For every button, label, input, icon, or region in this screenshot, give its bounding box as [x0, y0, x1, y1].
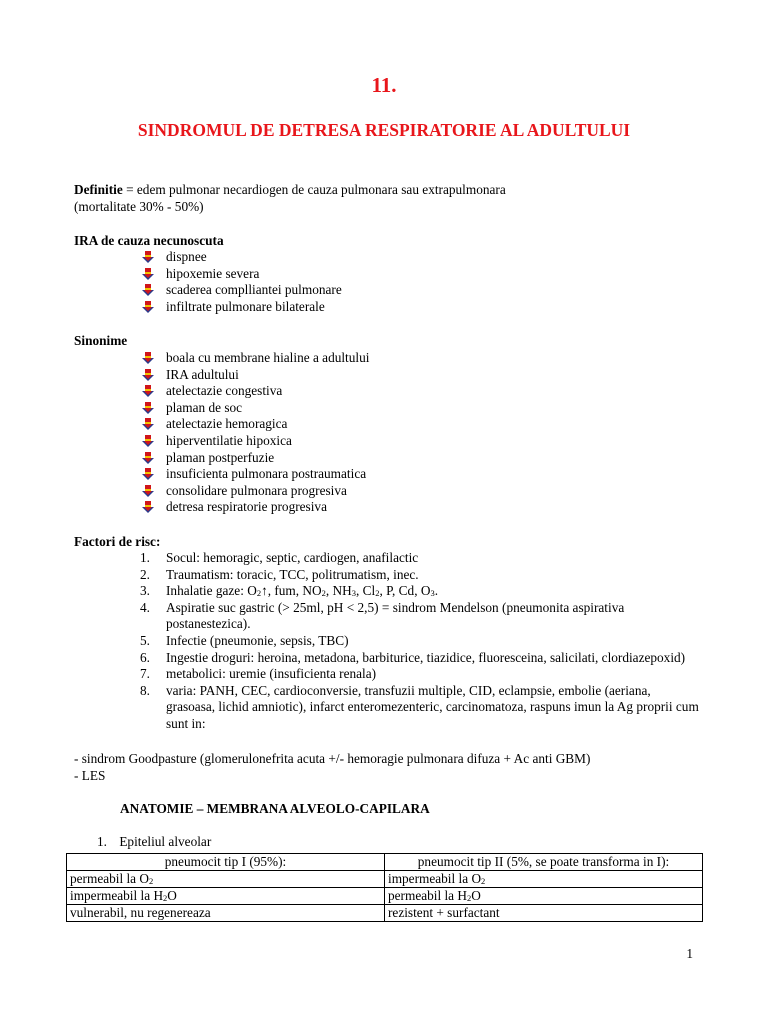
table-cell: permeabil la $O_2$ [67, 871, 385, 888]
arrow-bullet-icon [142, 452, 154, 464]
definition-line [74, 182, 506, 199]
arrow-bullet-icon [142, 501, 154, 513]
list-item [142, 266, 342, 283]
list-item [142, 350, 369, 367]
arrow-bullet-icon [142, 251, 154, 263]
synonyms-heading: Sinonime [74, 333, 128, 348]
list-item-number: 6. [140, 649, 150, 665]
table-row [67, 888, 703, 905]
list-item-text: varia: PANH, CEC, cardioconversie, transfuzii multiple, CID, eclampsie, embolie (aeriana, grasoasa, lichid amniotic), infarct enteromezenteric, carcinomatoza, raspuns imun la Ag proprii cum sunt in: [166, 682, 699, 731]
pneumocyte-table [66, 853, 703, 922]
arrow-bullet-icon [142, 418, 154, 430]
list-item [140, 633, 700, 650]
synonyms-list [142, 350, 369, 516]
list-item [142, 249, 342, 266]
list-item-text: scaderea complliantei pulmonare [166, 282, 342, 298]
anatomy-subheading-text: Epiteliul alveolar [119, 834, 212, 849]
arrow-bullet-icon [142, 301, 154, 313]
page-title: SINDROMUL DE DETRESA RESPIRATORIE AL ADULTULUI [137, 120, 631, 140]
list-item-text: IRA adultului [166, 366, 239, 382]
table-row [67, 871, 703, 888]
table-row [67, 905, 703, 922]
list-item [142, 367, 369, 384]
table-header-row [67, 854, 703, 871]
list-item [140, 600, 700, 633]
arrow-bullet-icon [142, 369, 154, 381]
list-item-number: 1. [140, 550, 150, 565]
list-item [140, 583, 700, 600]
list-item [140, 650, 700, 667]
arrow-bullet-icon [142, 468, 154, 480]
list-item-text: metabolici: uremie (insuficienta renala) [166, 666, 377, 682]
list-item [142, 282, 342, 299]
definition-mortality: (mortalitate 30% - 50%) [74, 199, 204, 214]
list-item-text: hipoxemie severa [166, 265, 260, 281]
list-item [142, 450, 369, 467]
arrow-bullet-icon [142, 385, 154, 397]
list-item-number: 7. [140, 666, 150, 682]
chapter-number: 11. [371, 73, 397, 97]
arrow-bullet-icon [142, 435, 154, 447]
list-item-text: Inhalatie gaze: $O_2↑$, fum, $NO_2$, $NH_3$, $Cl_2$, P, Cd, $O_3$. [166, 583, 439, 599]
list-item-number: 2. [140, 566, 150, 582]
arrow-bullet-icon [142, 402, 154, 414]
list-item [142, 483, 369, 500]
arrow-bullet-icon [142, 352, 154, 364]
list-item-text: plaman de soc [166, 399, 243, 415]
table-cell: permeabil la $H_2O$ [385, 888, 703, 905]
anatomy-subheading-number: 1. [97, 834, 107, 849]
list-item [142, 383, 369, 400]
table-cell: impermeabil la $O_2$ [385, 871, 703, 888]
list-item-text: plaman postperfuzie [166, 449, 275, 465]
list-item-text: consolidare pulmonara progresiva [166, 482, 347, 498]
arrow-bullet-icon [142, 284, 154, 296]
list-item-number: 8. [140, 682, 150, 698]
list-item [142, 466, 369, 483]
list-item [140, 550, 700, 567]
list-item-text: boala cu membrane hialine a adultului [166, 350, 370, 365]
list-item [142, 433, 369, 450]
list-item-number: 4. [140, 599, 150, 615]
ira-heading: IRA de cauza necunoscuta [74, 233, 224, 248]
table-header-cell: pneumocit tip II (5%, se poate transforma in I): [385, 854, 703, 871]
list-item-text: insuficienta pulmonara postraumatica [166, 466, 367, 482]
risk-factors-list [140, 550, 700, 733]
list-item [142, 299, 342, 316]
list-item-text: Infectie (pneumonie, sepsis, TBC) [166, 632, 349, 648]
list-item-number: 3. [140, 583, 150, 599]
table-header-cell: pneumocit tip I (95%): [67, 854, 385, 871]
list-item-text: Traumatism: toracic, TCC, politrumatism, inec. [166, 566, 419, 582]
list-item-text: atelectazie hemoragica [166, 416, 288, 432]
ira-list [142, 249, 342, 315]
list-item [140, 683, 700, 733]
table-cell: rezistent + surfactant [385, 905, 703, 922]
list-item [140, 567, 700, 584]
list-item [142, 400, 369, 417]
anatomy-heading: ANATOMIE – MEMBRANA ALVEOLO-CAPILARA [120, 801, 430, 816]
table-cell: impermeabil la $H_2O$ [67, 888, 385, 905]
list-item-text: atelectazie congestiva [166, 383, 283, 399]
list-item [142, 499, 369, 516]
list-item-text: dispnee [166, 249, 207, 264]
table-cell: vulnerabil, nu regenereaza [67, 905, 385, 922]
list-item [140, 666, 700, 683]
page-number: 1 [686, 946, 693, 961]
risk-factors-heading: Factori de risc: [74, 534, 161, 549]
list-item-text: Aspiratie suc gastric (> 25ml, pH < 2,5) = sindrom Mendelson (pneumonita aspirativa postanestezica). [166, 599, 625, 632]
list-item-number: 5. [140, 632, 150, 648]
list-item-text: Socul: hemoragic, septic, cardiogen, anafilactic [166, 550, 419, 565]
list-item-text: detresa respiratorie progresiva [166, 499, 327, 515]
list-item-text: infiltrate pulmonare bilaterale [166, 298, 325, 314]
definition-text: = edem pulmonar necardiogen de cauza pulmonara sau extrapulmonara [122, 182, 506, 197]
list-item [142, 416, 369, 433]
arrow-bullet-icon [142, 268, 154, 280]
arrow-bullet-icon [142, 485, 154, 497]
risk-extra-goodpasture: - sindrom Goodpasture (glomerulonefrita acuta +/- hemoragie pulmonara difuza + Ac anti GBM) [74, 751, 591, 766]
list-item-text: hiperventilatie hipoxica [166, 432, 292, 448]
definition-term: Definitie [74, 182, 123, 197]
list-item-text: Ingestie droguri: heroina, metadona, barbiturice, tiazidice, fluoresceina, salicilati, clordiazepoxid) [166, 649, 686, 665]
anatomy-subheading [97, 834, 211, 851]
risk-extra-les: - LES [74, 768, 106, 783]
